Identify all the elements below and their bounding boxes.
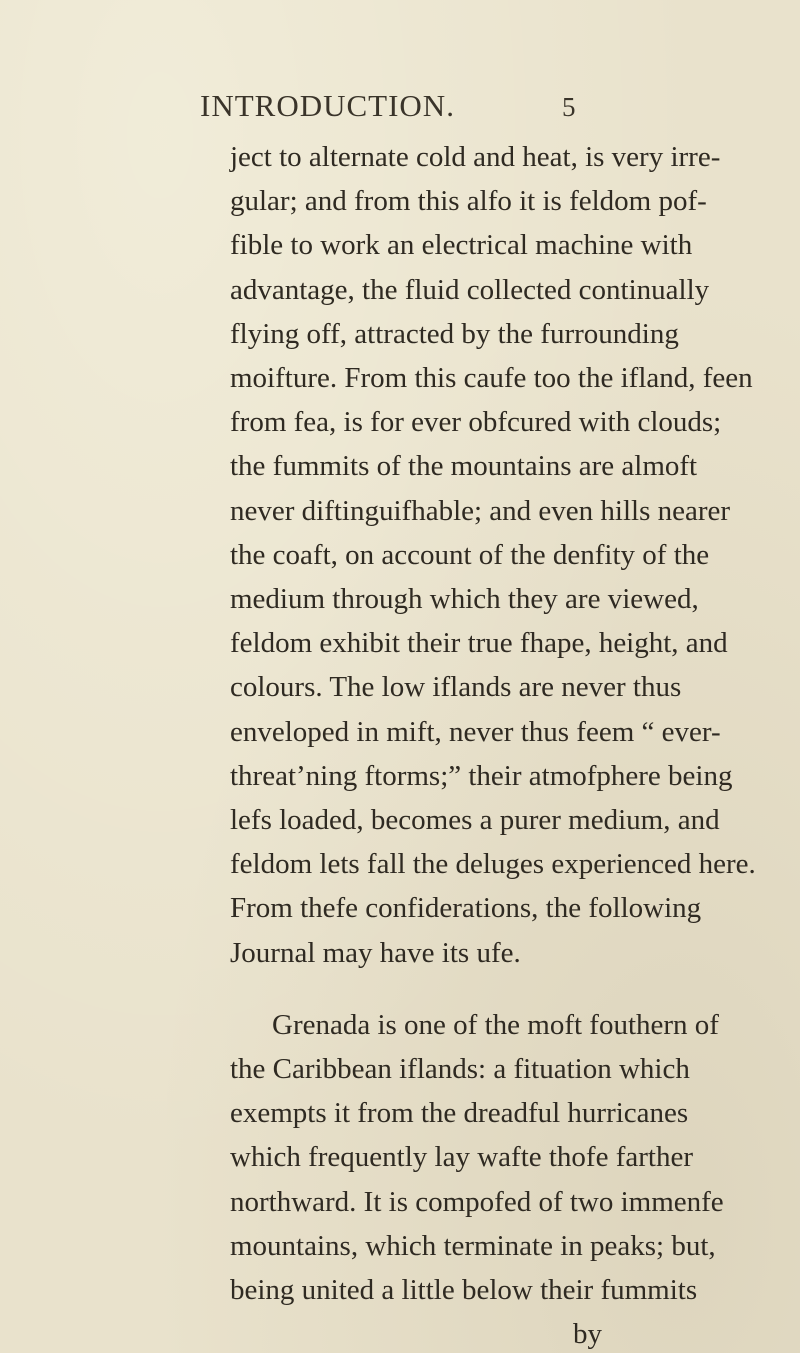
text-line: gular; and from this alfo it is feldom pof- [230, 185, 707, 217]
text-line: Journal may have its ufe. [230, 937, 521, 969]
text-line: the Caribbean iflands: a fituation which [230, 1053, 690, 1085]
text-line: medium through which they are viewed, [230, 583, 699, 615]
text-line: which frequently lay wafte thofe farther [230, 1141, 693, 1173]
text-line: northward. It is compofed of two immenfe [230, 1186, 724, 1218]
text-line: fible to work an electrical machine with [230, 229, 693, 261]
text-line: enveloped in mift, never thus feem “ ever- [230, 716, 721, 748]
running-head [200, 88, 600, 128]
text-line: flying off, attracted by the furrounding [230, 318, 679, 350]
text-line: feldom lets fall the deluges experienced here. [230, 848, 756, 880]
text-line: ject to alternate cold and heat, is very irre- [230, 141, 721, 173]
text-line: moifture. From this caufe too the ifland, feen [230, 362, 753, 394]
text-line: advantage, the fluid collected continually [230, 274, 710, 306]
text-line: being united a little below their fummits [230, 1274, 698, 1306]
text-line: feldom exhibit their true fhape, height, and [230, 627, 728, 659]
text-line: lefs loaded, becomes a purer medium, and [230, 804, 720, 836]
text-line: threat’ning ftorms;” their atmofphere being [230, 760, 733, 792]
text-line: never diftinguifhable; and even hills nearer [230, 495, 731, 527]
text-line: the coaft, on account of the denfity of the [230, 539, 710, 571]
text-line: exempts it from the dreadful hurricanes [230, 1097, 689, 1129]
text-line: From thefe confiderations, the following [230, 892, 702, 924]
running-head-title: INTRODUCTION. [200, 88, 455, 123]
text-line: the fummits of the mountains are almoft [230, 450, 698, 482]
text-line: colours. The low iflands are never thus [230, 671, 682, 703]
catchword: by [573, 1318, 602, 1350]
text-line: from fea, is for ever obfcured with clouds; [230, 406, 722, 438]
text-line: Grenada is one of the moft fouthern of [272, 1009, 719, 1041]
text-line: mountains, which terminate in peaks; but, [230, 1230, 716, 1262]
page-number: 5 [562, 92, 576, 122]
